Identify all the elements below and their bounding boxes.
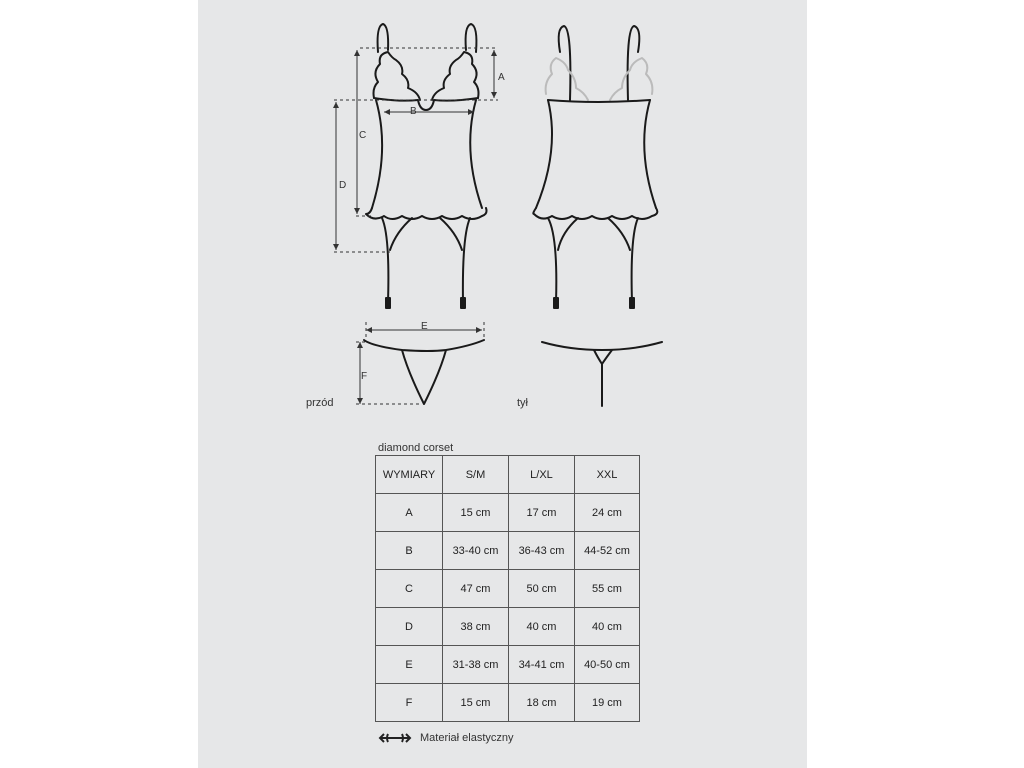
table-cell: 17 cm: [509, 494, 575, 532]
table-cell: 47 cm: [443, 570, 509, 608]
legend: [378, 732, 514, 744]
dim-label-d: D: [339, 180, 347, 191]
elastic-arrow-icon: [378, 732, 412, 744]
table-cell: 38 cm: [443, 608, 509, 646]
dim-label-c: C: [359, 130, 367, 141]
table-cell: 55 cm: [575, 570, 640, 608]
header-cell: WYMIARY: [376, 456, 443, 494]
table-row: [376, 684, 640, 722]
table-cell: 24 cm: [575, 494, 640, 532]
table-row: [376, 608, 640, 646]
table-title: diamond corset: [378, 442, 454, 454]
dim-label-a: A: [498, 72, 505, 83]
back-corset-drawing: [533, 26, 657, 308]
back-view-label: tył: [517, 397, 528, 409]
table-cell: C: [376, 570, 443, 608]
table-cell: 19 cm: [575, 684, 640, 722]
dim-label-b: B: [410, 106, 417, 117]
legend-label: Materiał elastyczny: [420, 732, 514, 744]
table-cell: 34-41 cm: [509, 646, 575, 684]
back-thong-drawing: [542, 342, 662, 406]
table-row: [376, 494, 640, 532]
table-cell: 40 cm: [575, 608, 640, 646]
table-cell: 40-50 cm: [575, 646, 640, 684]
table-cell: 44-52 cm: [575, 532, 640, 570]
table-row: [376, 532, 640, 570]
table-cell: B: [376, 532, 443, 570]
dim-label-e: E: [421, 321, 428, 332]
table-cell: 50 cm: [509, 570, 575, 608]
table-cell: 15 cm: [443, 494, 509, 532]
front-thong-drawing: [364, 340, 484, 404]
table-cell: D: [376, 608, 443, 646]
size-table: [375, 455, 640, 722]
table-cell: 40 cm: [509, 608, 575, 646]
header-cell: L/XL: [509, 456, 575, 494]
front-view-label: przód: [306, 397, 334, 409]
table-cell: A: [376, 494, 443, 532]
table-cell: 15 cm: [443, 684, 509, 722]
table-cell: 18 cm: [509, 684, 575, 722]
header-cell: S/M: [443, 456, 509, 494]
front-corset-drawing: [366, 24, 487, 308]
header-cell: XXL: [575, 456, 640, 494]
dim-label-f: F: [361, 371, 368, 382]
table-header-row: [376, 456, 640, 494]
table-cell: 31-38 cm: [443, 646, 509, 684]
table-row: [376, 646, 640, 684]
table-cell: E: [376, 646, 443, 684]
table-cell: 36-43 cm: [509, 532, 575, 570]
table-cell: F: [376, 684, 443, 722]
table-cell: 33-40 cm: [443, 532, 509, 570]
table-row: [376, 570, 640, 608]
